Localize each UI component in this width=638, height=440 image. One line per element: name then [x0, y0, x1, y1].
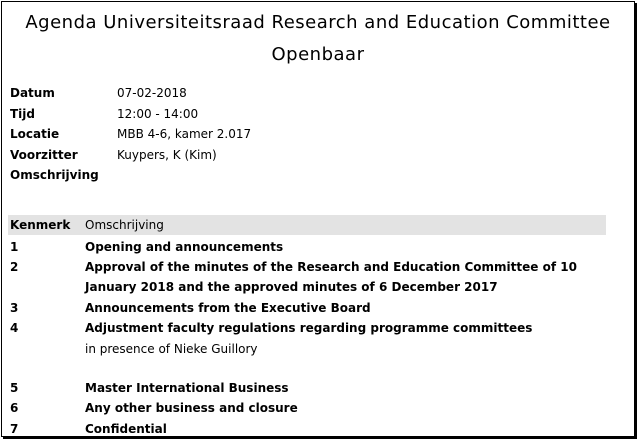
omschrijving-label: Omschrijving [10, 168, 99, 182]
item-number: 7 [10, 422, 19, 436]
agenda-document [1, 1, 635, 437]
agenda-item: Opening and announcements [85, 240, 284, 254]
tijd-label: Tijd [10, 107, 36, 121]
item-number: 4 [10, 321, 19, 335]
locatie-label: Locatie [10, 127, 60, 141]
locatie-value: MBB 4-6, kamer 2.017 [117, 127, 252, 141]
agenda-item: Any other business and closure [85, 401, 298, 415]
item-number: 3 [10, 301, 19, 315]
item-number: 5 [10, 381, 19, 395]
agenda-item: Approval of the minutes of the Research and Education Committee of 10 January 2018 and the approved minutes of 6 December 2017 [85, 260, 577, 294]
column-header-omschrijving: Omschrijving [85, 218, 164, 232]
voorzitter-label: Voorzitter [10, 148, 78, 162]
agenda-item: Adjustment faculty regulations regarding programme committees [85, 321, 533, 335]
tijd-value: 12:00 - 14:00 [117, 107, 199, 121]
item-number: 1 [10, 240, 19, 254]
agenda-title: Agenda Universiteitsraad Research and Education Committee [25, 12, 611, 33]
agenda-subtitle: Openbaar [271, 44, 365, 65]
agenda-item-note: in presence of Nieke Guillory [85, 342, 258, 356]
agenda-item: Confidential [85, 422, 167, 436]
column-header-kenmerk: Kenmerk [10, 218, 71, 232]
datum-label: Datum [10, 86, 55, 100]
item-number: 6 [10, 401, 19, 415]
datum-value: 07-02-2018 [117, 86, 187, 100]
agenda-item: Announcements from the Executive Board [85, 301, 371, 315]
agenda-item: Master International Business [85, 381, 289, 395]
item-number: 2 [10, 260, 19, 274]
voorzitter-value: Kuypers, K (Kim) [117, 148, 217, 162]
